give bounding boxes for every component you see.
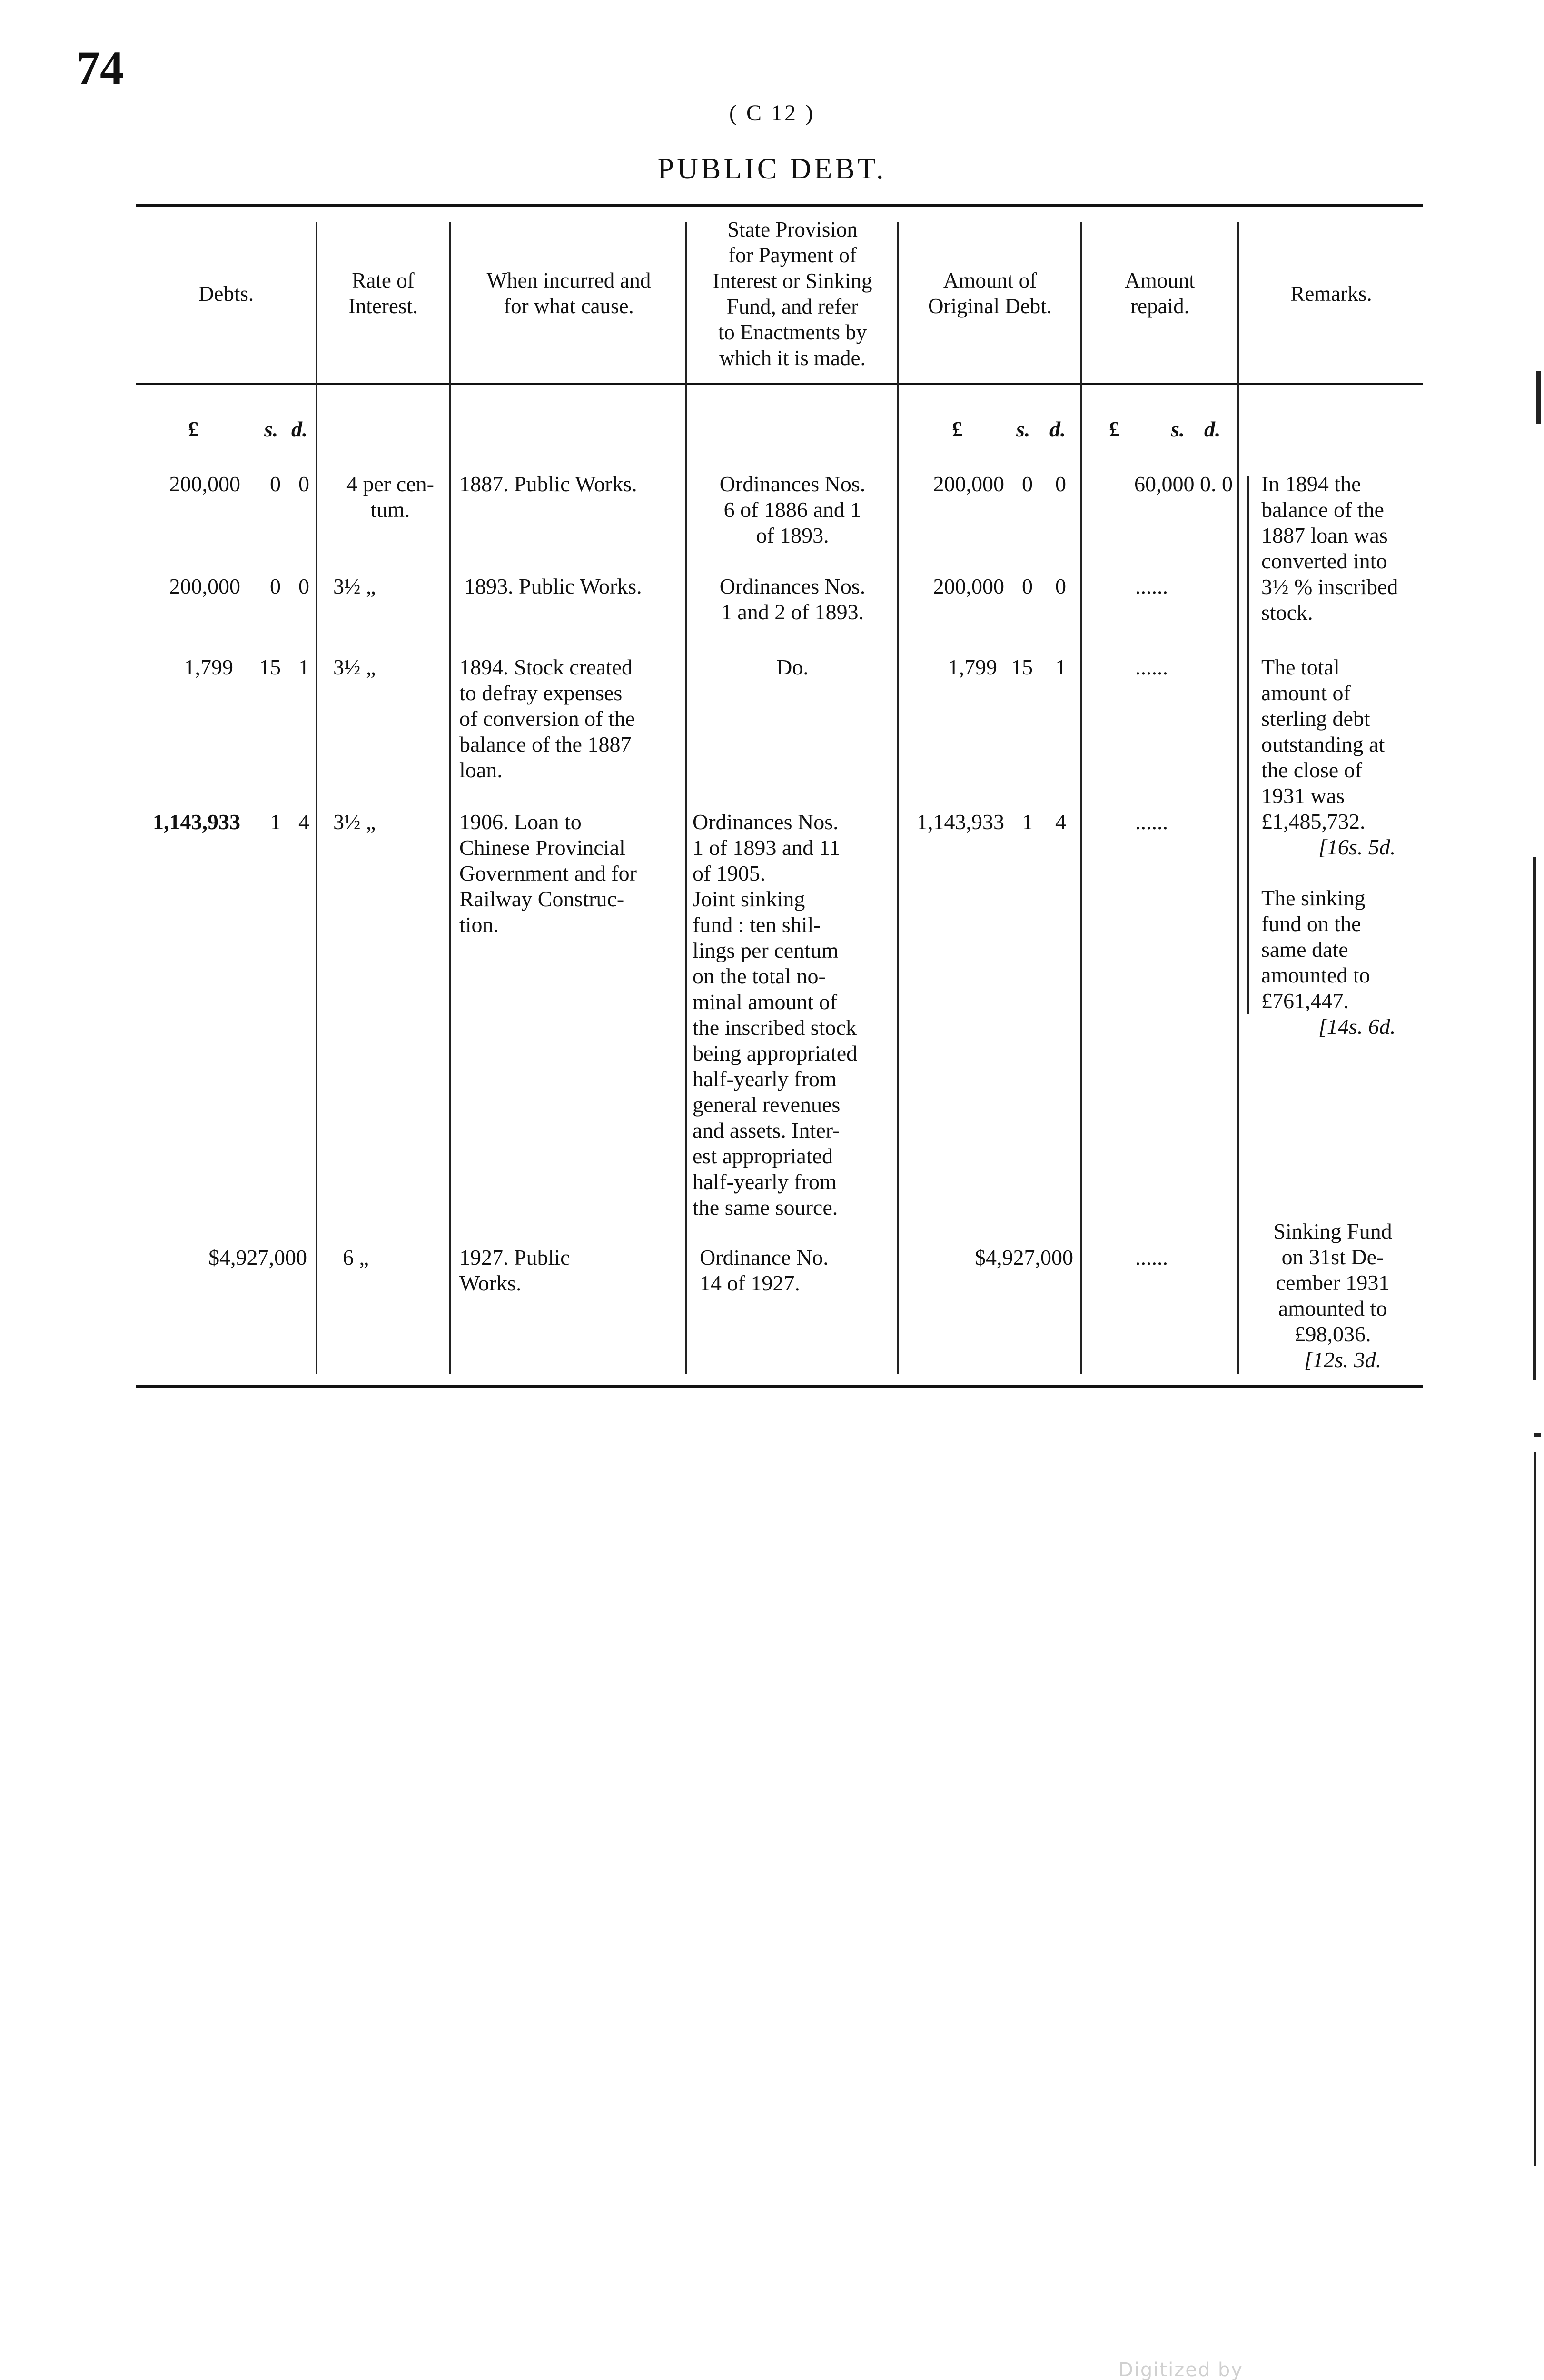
debt-amount: 1,799 <box>184 655 233 679</box>
debt-amount: 1,143,933 <box>153 810 240 834</box>
header-amount-original: Amount of Original Debt. <box>928 268 1052 318</box>
remarks-brace <box>1247 476 1249 1014</box>
state-provision: Ordinances Nos. 6 of 1886 and 1 of 1893. <box>719 472 866 547</box>
watermark-prefix: Digitized by <box>1118 2359 1243 2380</box>
remarks-sterling-debt-pence: [16s. 5d. <box>1318 835 1396 859</box>
header-remarks: Remarks. <box>1290 282 1372 306</box>
original-pence: 1 <box>1055 655 1066 679</box>
original-pence: 4 <box>1055 810 1066 834</box>
header-rate: Rate of Interest. <box>348 268 418 318</box>
original-amount: 1,799 <box>948 655 997 679</box>
unit-pence: d. <box>1049 417 1066 441</box>
original-shillings: 15 <box>1011 655 1033 679</box>
remarks-sinking-fund-1931: Sinking Fund on 31st De- cember 1931 amounted to £98,036. <box>1273 1219 1392 1346</box>
debt-amount: $4,927,000 <box>208 1245 307 1269</box>
debt-pence: 1 <box>298 655 309 679</box>
header-debts: Debts. <box>198 282 254 306</box>
interest-rate: 4 per cen- tum. <box>346 472 434 522</box>
amount-repaid: ...... <box>1135 655 1168 679</box>
page-edge-mark <box>1536 371 1541 424</box>
interest-rate: 3½ „ <box>333 810 376 834</box>
debt-amount: 200,000 <box>169 574 240 598</box>
amount-repaid: ...... <box>1135 574 1168 598</box>
column-divider <box>685 222 687 1374</box>
debt-shillings: 15 <box>259 655 281 679</box>
amount-repaid: 60,000 0. 0 <box>1134 472 1233 496</box>
when-incurred: 1927. Public Works. <box>459 1245 570 1295</box>
watermark <box>1118 2328 1544 2380</box>
unit-shillings: s. <box>1016 417 1030 441</box>
column-divider <box>897 222 899 1374</box>
amount-repaid: ...... <box>1135 1245 1168 1269</box>
unit-pounds: £ <box>952 417 963 441</box>
header-state-provision: State Provision for Payment of Interest or Sinking Fund, and refer to Enactments by which it is made. <box>713 218 872 370</box>
column-divider <box>316 222 317 1374</box>
column-divider <box>1080 222 1082 1374</box>
section-code: ( C 12 ) <box>729 100 815 126</box>
original-pence: 0 <box>1055 574 1066 598</box>
unit-pence: d. <box>1204 417 1221 441</box>
column-divider <box>449 222 451 1374</box>
table-top-rule <box>136 204 1423 207</box>
remarks-sterling-debt: The total amount of sterling debt outstanding at the close of 1931 was £1,485,732. <box>1261 655 1385 833</box>
debt-shillings: 1 <box>270 810 281 834</box>
unit-pence: d. <box>291 417 308 441</box>
amount-repaid: ...... <box>1135 810 1168 834</box>
debt-shillings: 0 <box>270 472 281 496</box>
when-incurred: 1887. Public Works. <box>459 472 637 496</box>
interest-rate: 3½ „ <box>333 655 376 679</box>
table-bottom-rule <box>136 1385 1423 1388</box>
debt-pence: 4 <box>298 810 309 834</box>
interest-rate: 6 „ <box>343 1245 369 1269</box>
remarks-sinking-fund-1931-pence: [12s. 3d. <box>1304 1348 1382 1372</box>
remarks-conversion: In 1894 the balance of the 1887 loan was converted into 3½ % inscribed stock. <box>1261 472 1398 625</box>
when-incurred: 1893. Public Works. <box>464 574 642 598</box>
original-amount: 200,000 <box>933 574 1004 598</box>
debt-shillings: 0 <box>270 574 281 598</box>
original-pence: 0 <box>1055 472 1066 496</box>
debt-amount: 200,000 <box>169 472 240 496</box>
page-edge-mark <box>1534 1433 1541 1437</box>
debt-pence: 0 <box>298 574 309 598</box>
header-amount-repaid: Amount repaid. <box>1125 268 1195 318</box>
state-provision: Ordinance No. 14 of 1927. <box>700 1245 829 1295</box>
original-amount: $4,927,000 <box>975 1245 1073 1269</box>
interest-rate: 3½ „ <box>333 574 376 598</box>
when-incurred: 1894. Stock created to defray expenses of conversion of the balance of the 1887 loan. <box>459 655 635 782</box>
unit-shillings: s. <box>264 417 278 441</box>
state-provision: Do. <box>776 655 809 679</box>
original-shillings: 0 <box>1022 574 1033 598</box>
page-number: 74 <box>76 41 124 94</box>
unit-pounds: £ <box>1109 417 1120 441</box>
original-shillings: 1 <box>1022 810 1033 834</box>
original-amount: 200,000 <box>933 472 1004 496</box>
original-amount: 1,143,933 <box>917 810 1004 834</box>
state-provision: Ordinances Nos. 1 and 2 of 1893. <box>719 574 866 624</box>
when-incurred: 1906. Loan to Chinese Provincial Government and for Railway Construc- tion. <box>459 810 637 937</box>
header-when: When incurred and for what cause. <box>486 268 651 318</box>
page-title: PUBLIC DEBT. <box>657 153 887 185</box>
original-shillings: 0 <box>1022 472 1033 496</box>
page-edge-mark <box>1534 1452 1536 2166</box>
unit-shillings: s. <box>1171 417 1185 441</box>
remarks-sinking-fund-pence: [14s. 6d. <box>1318 1014 1396 1039</box>
remarks-sinking-fund: The sinking fund on the same date amounted to £761,447. <box>1261 886 1370 1013</box>
column-divider <box>1237 222 1239 1374</box>
state-provision: Ordinances Nos. 1 of 1893 and 11 of 1905. Joint sinking fund : ten shil- lings per centum on the total no- minal amount of the inscribed stock being appropriated half-yearly from general revenues and assets. Inter- est appropriated half-yearly from the same source. <box>693 810 858 1220</box>
page-edge-mark <box>1533 857 1536 1380</box>
header-bottom-rule <box>136 383 1423 385</box>
debt-pence: 0 <box>298 472 309 496</box>
unit-pounds: £ <box>188 417 199 441</box>
